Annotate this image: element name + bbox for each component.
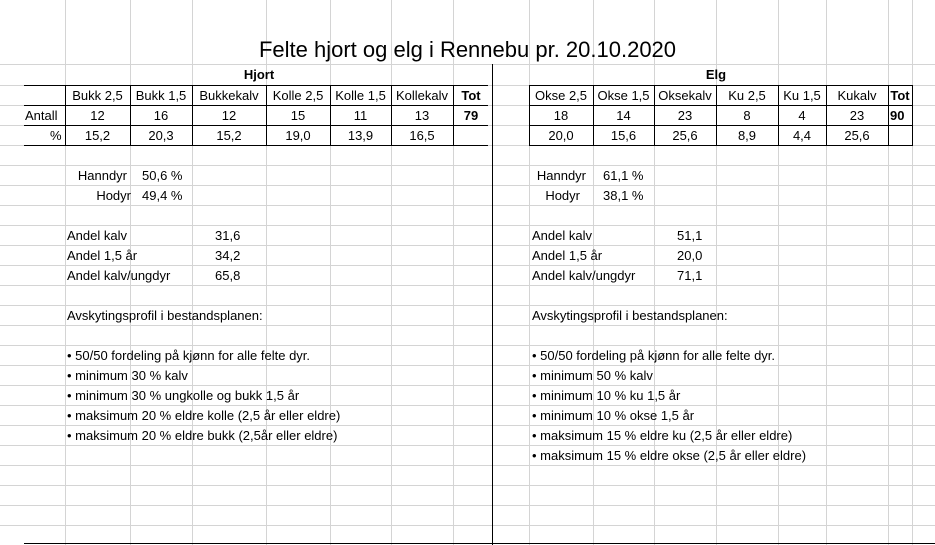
section-divider — [492, 64, 493, 545]
hjort-col-header: Kolle 2,5 — [272, 88, 324, 103]
elg-col-header: Oksekalv — [658, 88, 712, 103]
elg-andel-ungdyr-value: 71,1 — [677, 268, 703, 283]
hjort-antall-total: 79 — [463, 108, 479, 123]
elg-hanndyr-label: Hanndyr — [536, 168, 586, 183]
hjort-col-header: Bukk 1,5 — [135, 88, 187, 103]
antall-row-label: Antall — [25, 108, 58, 123]
list-item: • maksimum 20 % eldre kolle (2,5 år eller eldre) — [67, 408, 341, 423]
elg-col-header-tot: Tot — [890, 88, 910, 103]
hjort-antall-cell: 12 — [221, 108, 237, 123]
hjort-col-header: Kollekalv — [395, 88, 449, 103]
elg-andel-15-label: Andel 1,5 år — [532, 248, 603, 263]
list-item: • minimum 30 % kalv — [67, 368, 188, 383]
elg-hanndyr-value: 61,1 % — [603, 168, 644, 183]
hjort-antall-cell: 15 — [290, 108, 306, 123]
hjort-antall-cell: 12 — [90, 108, 105, 123]
elg-antall-cell: 18 — [553, 108, 569, 123]
elg-antall-cell: 23 — [849, 108, 865, 123]
elg-pct-cell: 8,9 — [737, 128, 757, 143]
list-item: • minimum 10 % okse 1,5 år — [532, 408, 695, 423]
list-item: • maksimum 15 % eldre okse (2,5 år eller eldre) — [532, 448, 807, 463]
elg-antall-cell: 14 — [616, 108, 631, 123]
bottom-border — [24, 543, 935, 544]
elg-pct-cell: 4,4 — [792, 128, 812, 143]
hjort-pct-cell: 15,2 — [84, 128, 111, 143]
hjort-hanndyr-label: Hanndyr — [77, 168, 127, 183]
hjort-antall-cell: 16 — [153, 108, 169, 123]
hjort-pct-cell: 20,3 — [148, 128, 174, 143]
hjort-hodyr-label: Hodyr — [96, 188, 131, 203]
elg-andel-15-value: 20,0 — [677, 248, 703, 263]
elg-antall-total: 90 — [890, 108, 905, 123]
elg-pct-cell: 20,0 — [548, 128, 574, 143]
list-item: • maksimum 20 % eldre bukk (2,5år eller eldre) — [67, 428, 338, 443]
hjort-pct-cell: 13,9 — [347, 128, 374, 143]
elg-antall-cell: 4 — [798, 108, 806, 123]
elg-profil-heading: Avskytingsprofil i bestandsplanen: — [532, 308, 728, 323]
pct-row-label: % — [50, 128, 62, 143]
list-item: • minimum 50 % kalv — [532, 368, 653, 383]
elg-col-header: Ku 1,5 — [783, 88, 821, 103]
hjort-col-header-tot: Tot — [461, 88, 481, 103]
hjort-col-header: Bukkekalv — [199, 88, 259, 103]
list-item: • 50/50 fordeling på kjønn for alle felte dyr. — [67, 348, 311, 363]
hjort-header: Hjort — [243, 67, 275, 82]
hjort-profil-heading: Avskytingsprofil i bestandsplanen: — [67, 308, 263, 323]
hjort-pct-cell: 15,2 — [216, 128, 242, 143]
elg-col-header: Okse 1,5 — [597, 88, 650, 103]
elg-andel-kalv-label: Andel kalv — [532, 228, 592, 243]
elg-andel-ungdyr-label: Andel kalv/ungdyr — [532, 268, 636, 283]
list-item: • minimum 30 % ungkolle og bukk 1,5 år — [67, 388, 300, 403]
hjort-col-header: Kolle 1,5 — [335, 88, 386, 103]
page-title: Felte hjort og elg i Rennebu pr. 20.10.2020 — [258, 37, 677, 62]
elg-antall-cell: 8 — [743, 108, 751, 123]
hjort-andel-ungdyr-label: Andel kalv/ungdyr — [67, 268, 171, 283]
hjort-andel-kalv-value: 31,6 — [215, 228, 241, 243]
hjort-andel-15-label: Andel 1,5 år — [67, 248, 138, 263]
hjort-andel-kalv-label: Andel kalv — [67, 228, 127, 243]
hjort-hodyr-value: 49,4 % — [142, 188, 183, 203]
list-item: • 50/50 fordeling på kjønn for alle felte dyr. — [532, 348, 776, 363]
hjort-andel-ungdyr-value: 65,8 — [215, 268, 241, 283]
list-item: • maksimum 15 % eldre ku (2,5 år eller eldre) — [532, 428, 793, 443]
elg-header: Elg — [705, 67, 727, 82]
hjort-andel-15-value: 34,2 — [215, 248, 241, 263]
hjort-antall-cell: 11 — [353, 108, 368, 123]
list-item: • minimum 10 % ku 1,5 år — [532, 388, 681, 403]
elg-pct-cell: 25,6 — [672, 128, 698, 143]
elg-hodyr-label: Hodyr — [545, 188, 580, 203]
hjort-pct-cell: 19,0 — [285, 128, 311, 143]
elg-col-header: Kukalv — [837, 88, 877, 103]
elg-pct-cell: 25,6 — [844, 128, 870, 143]
elg-antall-cell: 23 — [677, 108, 693, 123]
elg-pct-cell: 15,6 — [610, 128, 637, 143]
hjort-hanndyr-value: 50,6 % — [142, 168, 183, 183]
elg-andel-kalv-value: 51,1 — [677, 228, 703, 243]
hjort-col-header: Bukk 2,5 — [72, 88, 123, 103]
hjort-pct-cell: 16,5 — [409, 128, 435, 143]
elg-hodyr-value: 38,1 % — [603, 188, 644, 203]
hjort-antall-cell: 13 — [414, 108, 430, 123]
elg-col-header: Okse 2,5 — [534, 88, 588, 103]
elg-col-header: Ku 2,5 — [728, 88, 766, 103]
